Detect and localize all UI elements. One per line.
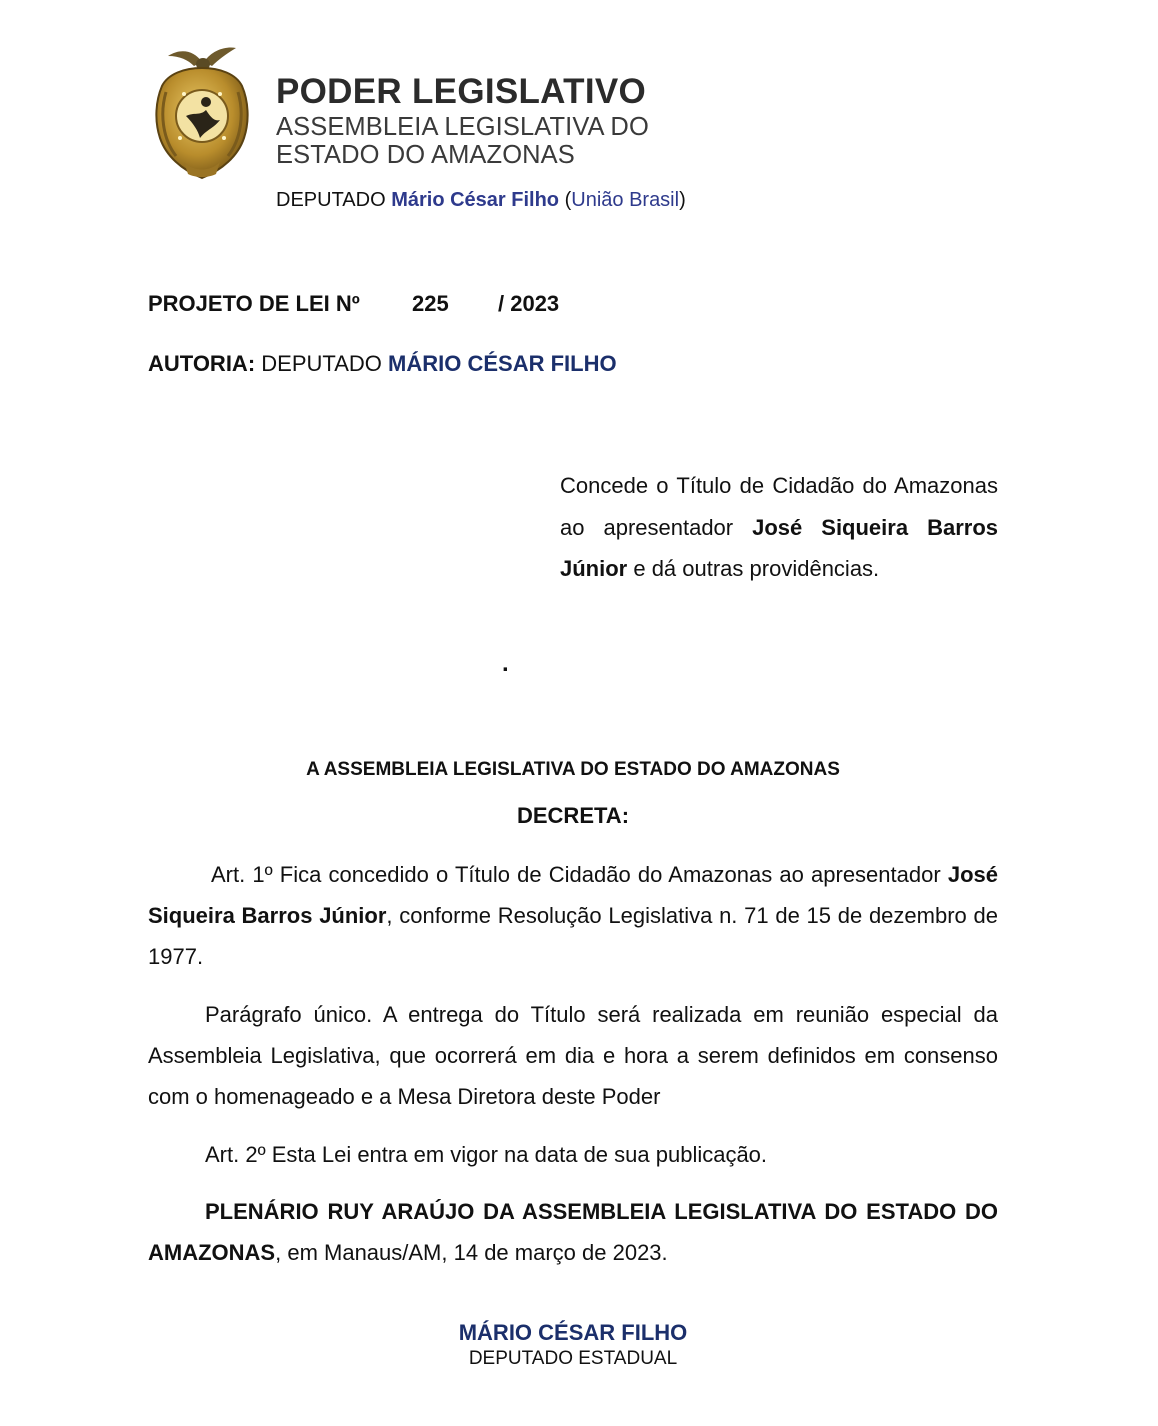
- sole-paragraph: Parágrafo único. A entrega do Título será realizada em reunião especial da Assembleia Legislativa, que ocorrerá em dia e hora a serem definidos em consenso com o homenageado e a Mesa Diretora deste Poder: [148, 1002, 998, 1109]
- project-year: / 2023: [498, 291, 560, 316]
- summary-honoree: José Siqueira Barros Júnior: [560, 514, 998, 581]
- plenary-date: , em Manaus/AM, 14 de março de 2023.: [275, 1240, 668, 1265]
- deputy-prefix: DEPUTADO: [276, 189, 386, 211]
- bill-summary: [560, 465, 998, 590]
- authorship-prefix: DEPUTADO: [261, 351, 382, 376]
- summary-text-start: Concede o Título de Cidadão do Amazonas ao apresentador: [560, 473, 998, 540]
- signature-role: DEPUTADO ESTADUAL: [468, 1348, 678, 1369]
- article-1: [148, 854, 998, 977]
- assembly-heading: A ASSEMBLEIA LEGISLATIVA DO ESTADO DO AMAZONAS: [306, 759, 840, 780]
- separator-dot: .: [502, 650, 509, 677]
- deputy-line: [276, 189, 686, 212]
- header-line-1: ASSEMBLEIA LEGISLATIVA DO: [276, 113, 649, 141]
- signature-name: MÁRIO CÉSAR FILHO: [458, 1320, 688, 1345]
- article-1-start: Art. 1º Fica concedido o Título de Cidadão do Amazonas ao apresentador: [211, 862, 948, 887]
- article-1-honoree: José Siqueira Barros Júnior: [148, 862, 998, 928]
- summary-text-end: e dá outras providências.: [627, 556, 880, 581]
- article-2: Art. 2º Esta Lei entra em vigor na data de sua publicação.: [205, 1142, 768, 1167]
- party-open: (: [564, 189, 572, 211]
- party-close: ): [679, 189, 686, 211]
- amazonas-coat-of-arms-icon: [150, 42, 255, 184]
- project-number: 225: [412, 291, 449, 316]
- decreta-heading: DECRETA:: [516, 803, 630, 828]
- plenary-name: PLENÁRIO RUY ARAÚJO DA ASSEMBLEIA LEGISLATIVA DO ESTADO DO AMAZONAS: [148, 1199, 998, 1265]
- authorship-line: [148, 351, 617, 377]
- authorship-name: MÁRIO CÉSAR FILHO: [388, 351, 617, 376]
- authorship-label: AUTORIA:: [148, 351, 256, 376]
- article-1-end: , conforme Resolução Legislativa n. 71 de 15 de dezembro de 1977.: [148, 903, 998, 969]
- deputy-name: Mário César Filho: [391, 189, 560, 211]
- plenary-closing: [148, 1191, 998, 1273]
- project-label: PROJETO DE LEI Nº: [148, 291, 360, 316]
- header-title: PODER LEGISLATIVO: [276, 72, 647, 111]
- party-name: União Brasil: [571, 189, 680, 211]
- header-line-2: ESTADO DO AMAZONAS: [276, 141, 575, 169]
